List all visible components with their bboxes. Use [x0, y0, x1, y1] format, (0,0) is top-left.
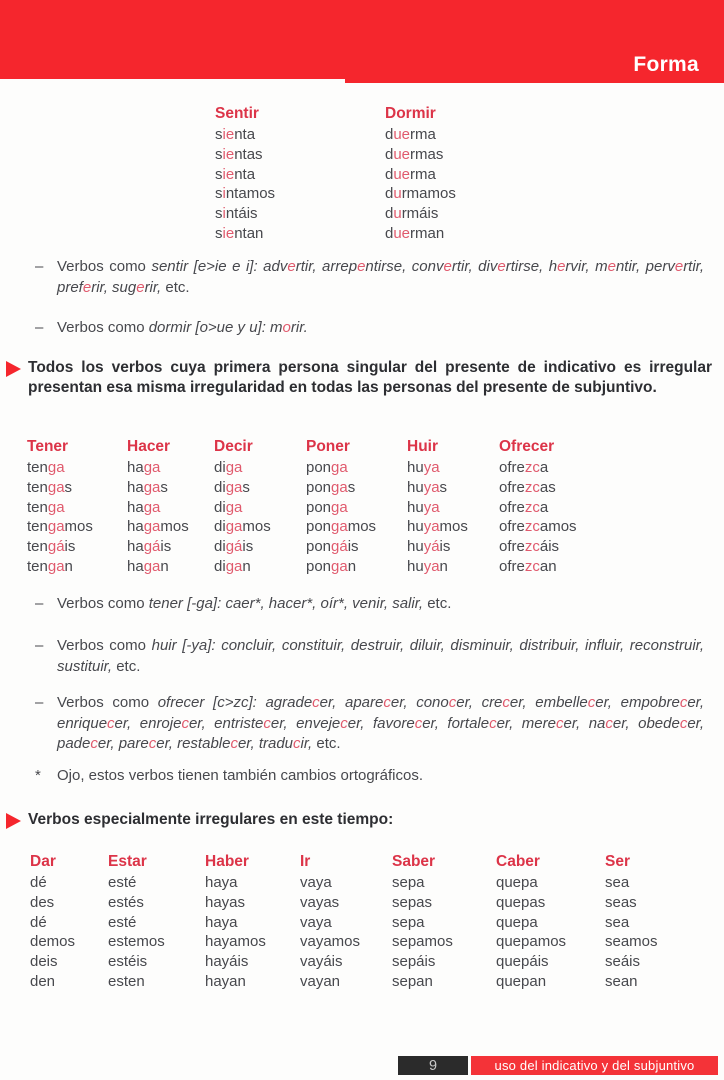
highlighted-letters: ga: [225, 518, 243, 536]
note-text: Verbos especialmente irregulares en este tiempo:: [28, 811, 394, 828]
verb-column-ofrecer: [499, 437, 577, 577]
verb-infinitive-header: Hacer: [127, 438, 171, 455]
conjugated-form: pongan: [306, 557, 357, 575]
conjugated-form: ponga: [306, 498, 348, 516]
verb-column-sentir: [215, 104, 385, 244]
conjugated-form: dé: [30, 913, 47, 931]
highlighted-letters: o: [282, 319, 291, 336]
verb-infinitive-header: Ser: [605, 853, 630, 870]
highlighted-letters: zc: [524, 557, 540, 575]
conjugated-form: tenga: [27, 498, 65, 516]
conjugated-form: ofrezcamos: [499, 518, 577, 536]
conjugated-form: ofrezca: [499, 459, 549, 476]
conjugated-form: seáis: [605, 953, 641, 971]
highlighted-letters: c: [340, 714, 348, 732]
conjugated-form: duerman: [385, 224, 445, 242]
highlighted-letters: c: [502, 694, 510, 711]
highlighted-letters: ga: [225, 478, 243, 496]
conjugated-form: sientas: [215, 145, 263, 163]
conjugated-form: digáis: [214, 538, 254, 556]
bullet-dormir-like-verbs: [35, 318, 704, 339]
verb-column-hacer: [127, 437, 214, 577]
verb-infinitive-header: Dormir: [385, 105, 436, 122]
conjugated-form: diga: [214, 459, 243, 476]
highlighted-letters: ga: [331, 557, 348, 575]
conjugated-form: vayan: [300, 972, 341, 990]
highlighted-letters: e: [136, 278, 145, 296]
highlighted-letters: zc: [524, 459, 540, 476]
conjugated-form: tengáis: [27, 538, 76, 556]
bullet-text: Verbos como ofrecer [c>zc]: agradecer, aparecer, conocer, crecer, embellecer, empobrecer, enriquecer, enrojecer, entristecer, envejecer, favorecer, fortalecer, merecer, nacer, obedecer, padecer, parecer, restablecer, traducir, etc.: [57, 694, 705, 752]
verb-column-saber: [392, 852, 496, 992]
highlighted-letters: i: [222, 205, 226, 223]
conjugated-form: estés: [108, 893, 144, 911]
conjugated-form: quepas: [496, 893, 546, 911]
highlighted-letters: c: [90, 735, 98, 752]
bullet-text: Verbos como tener [-ga]: caer*, hacer*, oír*, venir, salir, etc.: [57, 595, 452, 612]
highlighted-letters: ie: [222, 224, 235, 242]
verb-infinitive-header: Estar: [108, 853, 147, 870]
verb-infinitive-header: Dar: [30, 853, 56, 870]
conjugated-form: esté: [108, 874, 137, 891]
conjugated-form: hayáis: [205, 953, 249, 971]
conjugated-form: duerma: [385, 165, 436, 183]
dash-marker: –: [35, 595, 44, 612]
verb-column-ir: [300, 852, 392, 992]
especially-irregular-conjugation-table: [30, 852, 658, 992]
verb-infinitive-header: Decir: [214, 438, 253, 455]
verb-column-ser: [605, 852, 658, 992]
highlighted-letters: c: [293, 735, 301, 752]
asterisk-footnote: [35, 766, 704, 786]
conjugated-form: estemos: [108, 933, 165, 951]
highlighted-letters: ya: [423, 518, 440, 536]
highlighted-letters: u: [393, 185, 402, 203]
verb-column-poner: [306, 437, 407, 577]
verb-infinitive-header: Saber: [392, 853, 436, 870]
verb-column-tener: [27, 437, 127, 577]
conjugated-form: sepa: [392, 913, 425, 931]
highlighted-letters: gá: [331, 538, 348, 556]
conjugated-form: dé: [30, 874, 47, 891]
verb-column-decir: [214, 437, 306, 577]
highlighted-letters: ga: [331, 478, 348, 496]
conjugated-form: sepamos: [392, 933, 453, 951]
highlighted-letters: ga: [225, 459, 243, 476]
highlighted-letters: zc: [524, 518, 540, 536]
note-especially-irregular-heading: [6, 810, 712, 830]
dash-marker: –: [35, 694, 44, 711]
conjugated-form: ofrezcáis: [499, 538, 560, 556]
highlighted-letters: c: [107, 714, 115, 732]
note-first-person-irregularity-rule: [6, 358, 712, 399]
highlighted-letters: ue: [393, 145, 411, 163]
verb-column-huir: [407, 437, 499, 577]
bullet-text: Verbos como dormir [o>ue y u]: morir.: [57, 319, 308, 336]
conjugated-form: duermas: [385, 145, 444, 163]
conjugated-form: quepa: [496, 913, 538, 931]
conjugated-form: seas: [605, 893, 637, 911]
conjugated-form: duerma: [385, 126, 436, 143]
highlighted-letters: ga: [47, 498, 65, 516]
conjugated-form: huyas: [407, 478, 448, 496]
asterisk-marker: *: [35, 767, 41, 784]
highlighted-letters: gá: [225, 538, 243, 556]
conjugated-form: tengan: [27, 557, 73, 575]
conjugated-form: vaya: [300, 874, 332, 891]
bullet-ofrecer-like-verbs: [35, 693, 704, 755]
conjugated-form: sean: [605, 972, 638, 990]
highlighted-letters: ga: [331, 459, 348, 476]
header-banner: [0, 0, 724, 79]
footnote-text: Ojo, estos verbos tienen también cambios ortográficos.: [57, 767, 424, 784]
first-person-irregular-conjugation-table: [27, 437, 577, 577]
highlighted-letters: ga: [143, 557, 161, 575]
conjugated-form: digan: [214, 557, 251, 575]
highlighted-letters: ga: [143, 518, 161, 536]
conjugated-form: deis: [30, 953, 58, 971]
page-number: 9: [428, 1057, 438, 1074]
highlighted-letters: ue: [393, 224, 411, 242]
highlighted-letters: c: [383, 694, 391, 711]
highlighted-letters: ga: [225, 557, 243, 575]
highlighted-letters: ga: [47, 557, 65, 575]
verb-column-estar: [108, 852, 205, 992]
verb-infinitive-header: Ofrecer: [499, 438, 555, 455]
page-number-box: [398, 1056, 468, 1075]
conjugated-form: haya: [205, 913, 238, 931]
highlighted-letters: ga: [143, 478, 161, 496]
footer-section-bar: [471, 1056, 718, 1075]
highlighted-letters: c: [605, 714, 613, 732]
conjugated-form: durmamos: [385, 185, 456, 203]
highlighted-letters: c: [679, 714, 688, 732]
highlighted-letters: c: [148, 735, 157, 752]
conjugated-form: huyáis: [407, 538, 451, 556]
highlighted-letters: u: [393, 205, 402, 223]
highlighted-letters: c: [587, 694, 596, 711]
highlighted-letters: ga: [143, 498, 161, 516]
highlighted-letters: c: [312, 694, 320, 711]
conjugated-form: tengas: [27, 478, 73, 496]
verb-infinitive-header: Sentir: [215, 105, 259, 122]
highlighted-letters: ya: [423, 459, 440, 476]
conjugated-form: seamos: [605, 933, 658, 951]
note-text: Todos los verbos cuya primera persona singular del presente de indicativo es irregular presentan esa misma irregularidad en todas las personas del presente de subjuntivo.: [28, 359, 712, 397]
conjugated-form: hagamos: [127, 518, 189, 536]
conjugated-form: sepas: [392, 893, 433, 911]
conjugated-form: hayamos: [205, 933, 266, 951]
conjugated-form: ofrezcan: [499, 557, 557, 575]
sentir-dormir-conjugation-table: [215, 104, 456, 244]
highlighted-letters: c: [679, 694, 688, 711]
conjugated-form: huya: [407, 498, 440, 516]
conjugated-form: sienta: [215, 126, 256, 143]
conjugated-form: tenga: [27, 459, 65, 476]
conjugated-form: huyamos: [407, 518, 468, 536]
highlighted-letters: c: [414, 714, 423, 732]
conjugated-form: hagáis: [127, 538, 172, 556]
conjugated-form: sepa: [392, 874, 425, 891]
conjugated-form: sea: [605, 913, 630, 931]
conjugated-form: vaya: [300, 913, 332, 931]
highlighted-letters: c: [555, 714, 564, 732]
highlighted-letters: ga: [47, 518, 65, 536]
conjugated-form: haya: [205, 874, 238, 891]
conjugated-form: sepan: [392, 972, 433, 990]
highlighted-letters: ie: [222, 126, 235, 143]
highlighted-letters: ga: [47, 459, 65, 476]
conjugated-form: digamos: [214, 518, 271, 536]
conjugated-form: den: [30, 972, 56, 990]
verb-column-caber: [496, 852, 605, 992]
highlighted-letters: ie: [222, 165, 235, 183]
conjugated-form: ofrezcas: [499, 478, 556, 496]
highlighted-letters: c: [181, 714, 189, 732]
conjugated-form: quepamos: [496, 933, 567, 951]
highlighted-letters: e: [443, 258, 452, 275]
highlighted-letters: e: [357, 258, 366, 275]
conjugated-form: haga: [127, 459, 161, 476]
conjugated-form: huyan: [407, 557, 448, 575]
highlighted-letters: zc: [524, 478, 540, 496]
conjugated-form: hayas: [205, 893, 246, 911]
conjugated-form: estéis: [108, 953, 148, 971]
highlighted-letters: ya: [423, 498, 440, 516]
dash-marker: –: [35, 637, 44, 654]
header-banner-step: [345, 79, 724, 83]
conjugated-form: vayamos: [300, 933, 361, 951]
highlighted-letters: c: [263, 714, 271, 732]
conjugated-form: sintáis: [215, 205, 258, 223]
conjugated-form: hagas: [127, 478, 168, 496]
verb-infinitive-header: Poner: [306, 438, 350, 455]
conjugated-form: sepáis: [392, 953, 436, 971]
conjugated-form: esté: [108, 913, 137, 931]
red-arrow-icon: [6, 361, 21, 377]
highlighted-letters: ue: [393, 126, 411, 143]
conjugated-form: quepa: [496, 874, 538, 891]
highlighted-letters: ga: [143, 459, 161, 476]
conjugated-form: des: [30, 893, 55, 911]
conjugated-form: sientan: [215, 224, 264, 242]
highlighted-letters: e: [82, 278, 92, 296]
conjugated-form: quepáis: [496, 953, 549, 971]
highlighted-letters: ga: [331, 498, 348, 516]
highlighted-letters: ue: [393, 165, 411, 183]
highlighted-letters: e: [497, 258, 506, 275]
verb-infinitive-header: Huir: [407, 438, 438, 455]
highlighted-letters: ya: [423, 557, 440, 575]
verb-infinitive-header: Ir: [300, 853, 311, 870]
red-arrow-icon: [6, 813, 21, 829]
verb-infinitive-header: Tener: [27, 438, 69, 455]
conjugated-form: durmáis: [385, 205, 439, 223]
highlighted-letters: ga: [225, 498, 243, 516]
conjugated-form: tengamos: [27, 518, 93, 536]
highlighted-letters: gá: [47, 538, 65, 556]
footer-section-title: uso del indicativo y del subjuntivo: [494, 1058, 695, 1073]
highlighted-letters: e: [557, 258, 566, 275]
conjugated-form: hagan: [127, 557, 169, 575]
bullet-text: Verbos como huir [-ya]: concluir, constituir, destruir, diluir, disminuir, distribuir, influir, reconstruir, sustituir, etc.: [57, 637, 704, 675]
conjugated-form: haga: [127, 498, 161, 516]
highlighted-letters: ie: [222, 145, 235, 163]
highlighted-letters: zc: [524, 538, 540, 556]
verb-column-haber: [205, 852, 300, 992]
highlighted-letters: e: [674, 258, 684, 275]
conjugated-form: pongas: [306, 478, 356, 496]
conjugated-form: pongáis: [306, 538, 359, 556]
highlighted-letters: c: [489, 714, 497, 732]
conjugated-form: sienta: [215, 165, 256, 183]
highlighted-letters: e: [607, 258, 616, 275]
highlighted-letters: i: [222, 185, 226, 203]
bullet-tener-like-verbs: [35, 594, 704, 615]
highlighted-letters: c: [230, 735, 238, 752]
highlighted-letters: gá: [143, 538, 161, 556]
conjugated-form: sea: [605, 874, 630, 891]
conjugated-form: esten: [108, 972, 145, 990]
bullet-text: Verbos como sentir [e>ie e i]: advertir, arrepentirse, convertir, divertirse, hervir, mentir, pervertir, preferir, sugerir, etc.: [57, 258, 705, 296]
dash-marker: –: [35, 258, 44, 275]
verb-column-dar: [30, 852, 108, 992]
conjugated-form: vayáis: [300, 953, 343, 971]
bullet-huir-like-verbs: [35, 636, 704, 677]
highlighted-letters: ga: [47, 478, 65, 496]
conjugated-form: huya: [407, 459, 440, 476]
conjugated-form: hayan: [205, 972, 246, 990]
highlighted-letters: ga: [331, 518, 348, 536]
verb-column-dormir: [385, 104, 456, 244]
conjugated-form: vayas: [300, 893, 340, 911]
conjugated-form: digas: [214, 478, 250, 496]
verb-infinitive-header: Caber: [496, 853, 540, 870]
dash-marker: –: [35, 319, 44, 336]
highlighted-letters: zc: [524, 498, 540, 516]
highlighted-letters: e: [287, 258, 296, 275]
conjugated-form: ofrezca: [499, 498, 549, 516]
conjugated-form: pongamos: [306, 518, 377, 536]
highlighted-letters: ya: [423, 478, 440, 496]
conjugated-form: quepan: [496, 972, 547, 990]
highlighted-letters: c: [448, 694, 457, 711]
conjugated-form: diga: [214, 498, 243, 516]
highlighted-letters: yá: [423, 538, 440, 556]
bullet-sentir-like-verbs: [35, 257, 704, 298]
conjugated-form: demos: [30, 933, 76, 951]
conjugated-form: sintamos: [215, 185, 276, 203]
conjugated-form: ponga: [306, 459, 348, 476]
verb-infinitive-header: Haber: [205, 853, 249, 870]
page-title: Forma: [633, 53, 699, 76]
